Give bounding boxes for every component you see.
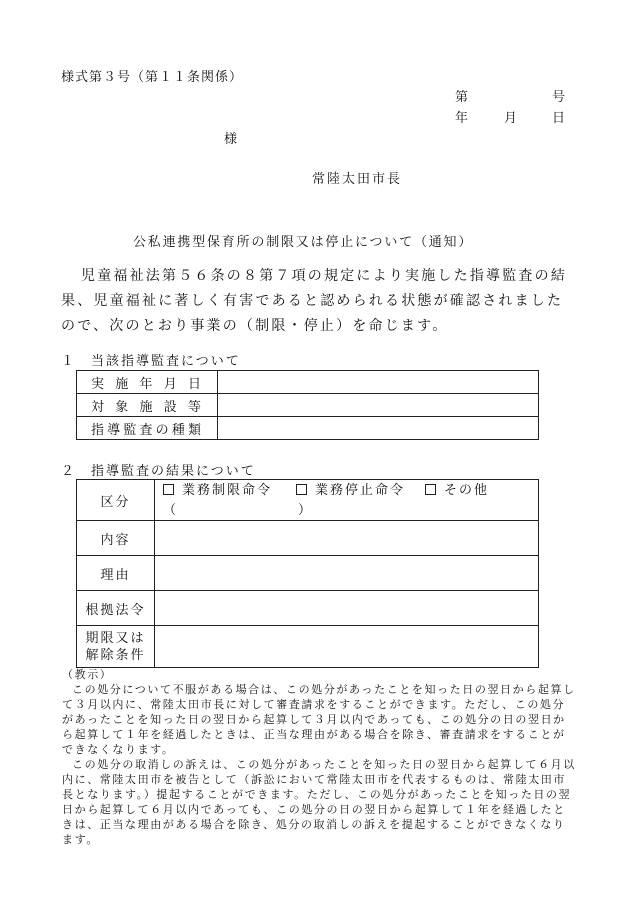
doc-number-suffix: 号 bbox=[552, 90, 567, 105]
table-row bbox=[77, 556, 539, 591]
option-business-restriction[interactable]: 業務制限命令 bbox=[163, 483, 272, 498]
sender: 常陸太田市長 bbox=[312, 172, 403, 187]
table-row bbox=[77, 521, 539, 556]
other-detail-paren: （ ） bbox=[163, 503, 314, 518]
target-facility-field[interactable] bbox=[218, 394, 539, 417]
table-row bbox=[77, 480, 539, 521]
audit-type-field[interactable] bbox=[218, 417, 539, 440]
legal-basis-field[interactable] bbox=[155, 591, 539, 626]
notice-paragraph-lawsuit: この処分の取消しの訴えは、この処分があったことを知った日の翌日から起算して６月以内に、常陸太田市を被告として（訴訟において常陸太田市を代表するものは、常陸太田市長となります。）提起することができます。ただし、この処分があったことを知った日の翌日から起算して６月以内であっても、この処分の日の翌日から起算して１年を経過したときは、正当な理由がある場合を除き、処分の取消しの訴えを提起することができなくなります。 bbox=[62, 758, 576, 846]
content-field[interactable] bbox=[155, 521, 539, 556]
date-month: 月 bbox=[504, 111, 519, 126]
date-year: 年 bbox=[455, 111, 470, 126]
label-category: 区分 bbox=[77, 480, 155, 521]
audit-info-table bbox=[76, 370, 539, 440]
period-field[interactable] bbox=[155, 626, 539, 668]
document-title: 公私連携型保育所の制限又は停止について（通知） bbox=[133, 235, 474, 250]
form-number: 様式第３号（第１１条関係） bbox=[61, 70, 244, 85]
label-audit-type: 指導監査の種類 bbox=[77, 417, 218, 440]
date-day: 日 bbox=[552, 111, 567, 126]
option-business-suspension[interactable]: 業務停止命令 bbox=[296, 483, 405, 498]
label-legal-basis: 根拠法令 bbox=[77, 591, 155, 626]
reason-field[interactable] bbox=[155, 556, 539, 591]
checkbox-icon[interactable] bbox=[425, 484, 436, 495]
label-content: 内容 bbox=[77, 521, 155, 556]
table-row bbox=[77, 591, 539, 626]
label-period-or-conditions: 期限又は 解除条件 bbox=[77, 626, 155, 668]
table-row bbox=[77, 394, 539, 417]
table-row bbox=[77, 626, 539, 668]
checkbox-icon[interactable] bbox=[296, 484, 307, 495]
body-text: 児童福祉法第５６条の８第７項の規定により実施した指導監査の結果、児童福祉に著しく有害であると認められる状態が確認されましたので、次のとおり事業の（制限・停止）を命じます。 bbox=[61, 268, 567, 334]
notice-paragraph-appeal: この処分について不服がある場合は、この処分があったことを知った日の翌日から起算して３月以内に、常陸太田市長に対して審査請求をすることができます。ただし、この処分があったことを知った日の翌日から起算して３月以内であっても、この処分の日の翌日から起算して１年を経過したときは、正当な理由がある場合を除き、審査請求をすることができなくなります。 bbox=[62, 683, 576, 756]
category-options bbox=[155, 480, 539, 521]
addressee-suffix: 様 bbox=[224, 132, 239, 147]
table-row bbox=[77, 417, 539, 440]
option-other[interactable]: その他 bbox=[425, 483, 489, 498]
notice-block bbox=[62, 667, 576, 847]
label-audit-date: 実施年月日 bbox=[77, 371, 218, 394]
section1-heading: １ 当該指導監査について bbox=[61, 354, 241, 369]
notice-heading: （教示） bbox=[62, 668, 113, 681]
label-reason: 理由 bbox=[77, 556, 155, 591]
audit-date-field[interactable] bbox=[218, 371, 539, 394]
doc-number-prefix: 第 bbox=[455, 90, 470, 105]
audit-result-table bbox=[76, 479, 539, 668]
checkbox-icon[interactable] bbox=[163, 484, 174, 495]
label-target-facility: 対象施設等 bbox=[77, 394, 218, 417]
section2-heading: ２ 指導監査の結果について bbox=[61, 464, 256, 479]
table-row bbox=[77, 371, 539, 394]
